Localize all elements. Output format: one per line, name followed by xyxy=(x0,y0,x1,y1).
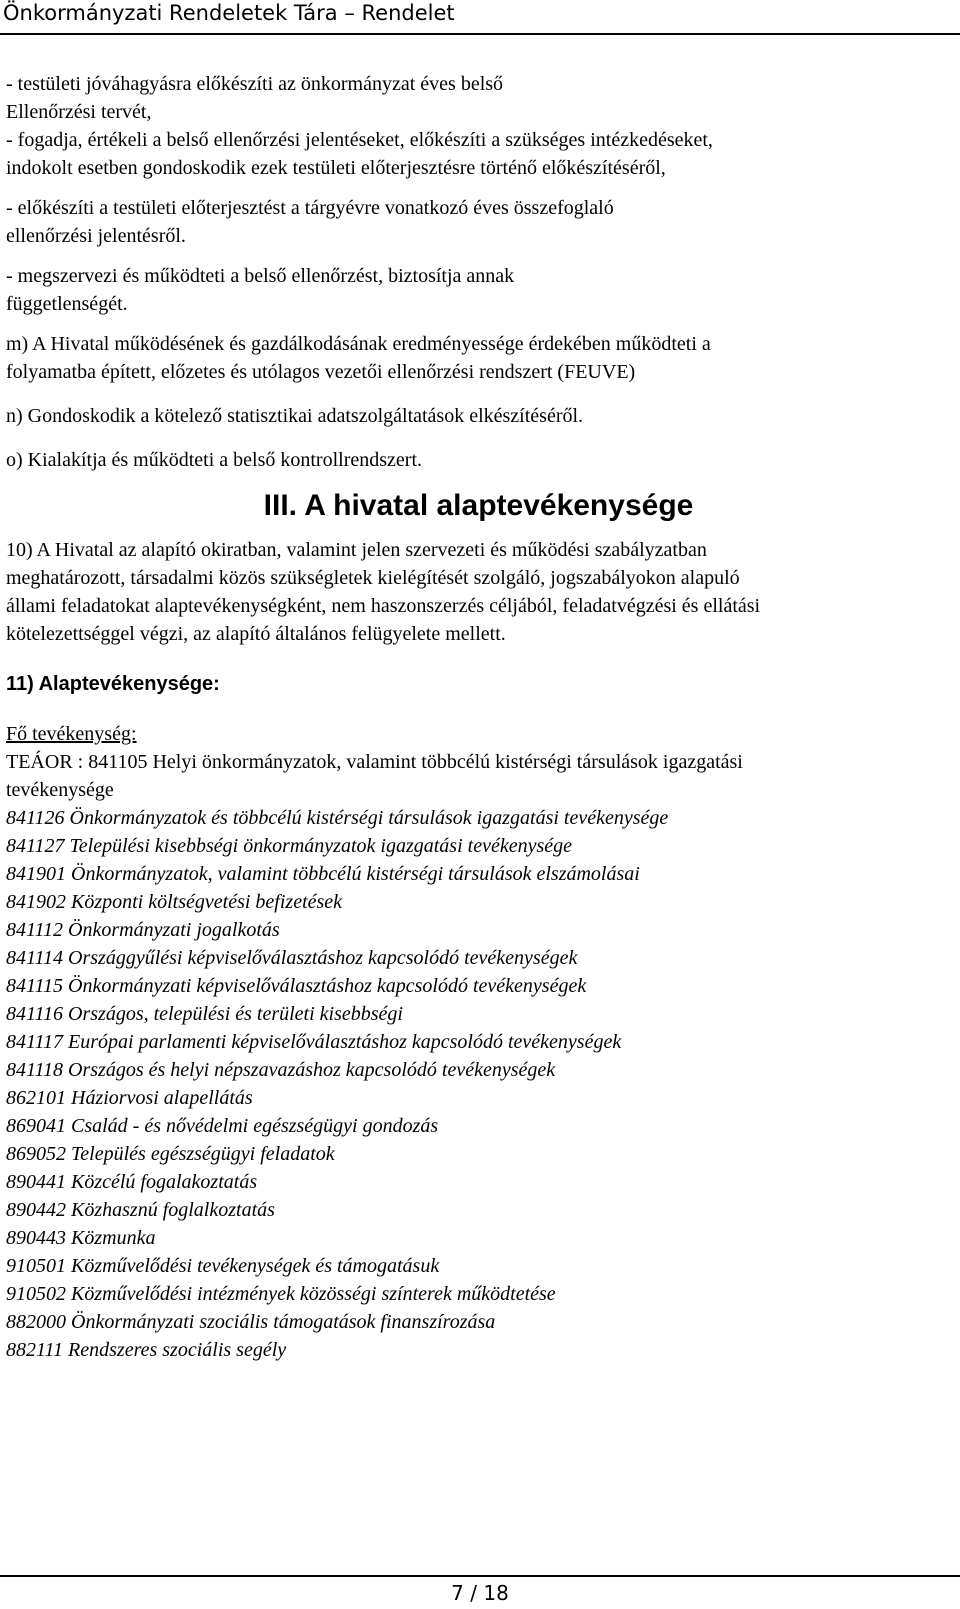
paragraph-line: meghatározott, társadalmi közös szükségletek kielégítését szolgáló, jogszabályokon alapuló xyxy=(6,567,740,589)
paragraph-o: o) Kialakítja és működteti a belső kontrollrendszert. xyxy=(6,449,422,471)
paragraph-line: - megszervezi és működteti a belső ellenőrzést, biztosítja annak xyxy=(6,265,515,287)
footer-divider xyxy=(0,1575,960,1577)
activity-item: 841118 Országos és helyi népszavazáshoz kapcsolódó tevékenységek xyxy=(6,1059,556,1081)
activity-list xyxy=(6,804,951,1364)
paragraph-line: állami feladatokat alaptevékenységként, nem haszonszerzés céljából, feladatvégzési és ellátási xyxy=(6,595,761,617)
activity-item: 862101 Háziorvosi alapellátás xyxy=(6,1087,253,1109)
teaor-line: tevékenysége xyxy=(6,779,114,801)
paragraph-n: n) Gondoskodik a kötelező statisztikai adatszolgáltatások elkészítéséről. xyxy=(6,405,584,427)
paragraph-annual-report xyxy=(6,194,951,250)
paragraph-line: m) A Hivatal működésének és gazdálkodásának eredményessége érdekében működteti a xyxy=(6,333,711,355)
paragraph-line: folyamatba épített, előzetes és utólagos vezetői ellenőrzési rendszert (FEUVE) xyxy=(6,361,636,383)
activity-item: 890442 Közhasznú foglalkoztatás xyxy=(6,1199,275,1221)
activity-item: 890441 Közcélú fogalakoztatás xyxy=(6,1171,258,1193)
activity-item: 841112 Önkormányzati jogalkotás xyxy=(6,919,280,941)
document-title: Önkormányzati Rendeletek Tára – Rendelet xyxy=(3,1,455,25)
activity-item: 841127 Települési kisebbségi önkormányzatok igazgatási tevékenysége xyxy=(6,835,572,857)
document-footer xyxy=(0,1575,960,1609)
section-heading: III. A hivatal alaptevékenysége xyxy=(263,489,694,522)
paragraph-organize xyxy=(6,262,951,318)
subheading-11: 11) Alaptevékenysége: xyxy=(6,673,220,695)
paragraph-line: - előkészíti a testületi előterjesztést a tárgyévre vonatkozó éves összefoglaló xyxy=(6,197,614,219)
activity-item: 882000 Önkormányzati szociális támogatások finanszírozása xyxy=(6,1311,496,1333)
activity-item: 841117 Európai parlamenti képviselőválasztáshoz kapcsolódó tevékenységek xyxy=(6,1031,622,1053)
activity-item: 910501 Közművelődési tevékenységek és támogatásuk xyxy=(6,1255,440,1277)
activity-item: 841902 Központi költségvetési befizetések xyxy=(6,891,343,913)
paragraph-10 xyxy=(6,536,951,648)
activity-item: 841114 Országgyűlési képviselőválasztáshoz kapcsolódó tevékenységek xyxy=(6,947,578,969)
activity-item: 869052 Település egészségügyi feladatok xyxy=(6,1143,335,1165)
intro-line: Ellenőrzési tervét, xyxy=(6,101,152,123)
paragraph-line: kötelezettséggel végzi, az alapító általános felügyelete mellett. xyxy=(6,623,506,645)
activity-item: 910502 Közművelődési intézmények közösségi színterek működtetése xyxy=(6,1283,556,1305)
activity-item: 841126 Önkormányzatok és többcélú kistérségi társulások igazgatási tevékenysége xyxy=(6,807,669,829)
teaor-line: TEÁOR : 841105 Helyi önkormányzatok, valamint többcélú kistérségi társulások igazgatási xyxy=(6,751,743,773)
document-header xyxy=(0,0,960,38)
page-number: 7 / 18 xyxy=(451,1581,509,1605)
activity-item: 841115 Önkormányzati képviselőválasztáshoz kapcsolódó tevékenységek xyxy=(6,975,587,997)
intro-line: indokolt esetben gondoskodik ezek testületi előterjesztésre történő előkészítéséről, xyxy=(6,157,666,179)
main-activity-label: Fő tevékenység: xyxy=(6,723,137,745)
paragraph-m xyxy=(6,330,951,386)
header-divider xyxy=(0,33,960,35)
paragraph-line: ellenőrzési jelentésről. xyxy=(6,225,186,247)
intro-line: - testületi jóváhagyásra előkészíti az önkormányzat éves belső xyxy=(6,73,504,95)
paragraph-line: 10) A Hivatal az alapító okiratban, valamint jelen szervezeti és működési szabályzatban xyxy=(6,539,707,561)
activity-item: 841116 Országos, települési és területi kisebbségi xyxy=(6,1003,403,1025)
intro-line: - fogadja, értékeli a belső ellenőrzési jelentéseket, előkészíti a szükséges intézkedéseket, xyxy=(6,129,713,151)
activity-item: 869041 Család - és nővédelmi egészségügyi gondozás xyxy=(6,1115,439,1137)
activity-item: 841901 Önkormányzatok, valamint többcélú kistérségi társulások elszámolásai xyxy=(6,863,640,885)
activity-item: 882111 Rendszeres szociális segély xyxy=(6,1339,287,1361)
document-body xyxy=(6,70,951,1364)
paragraph-line: függetlenségét. xyxy=(6,293,128,315)
activity-item: 890443 Közmunka xyxy=(6,1227,156,1249)
